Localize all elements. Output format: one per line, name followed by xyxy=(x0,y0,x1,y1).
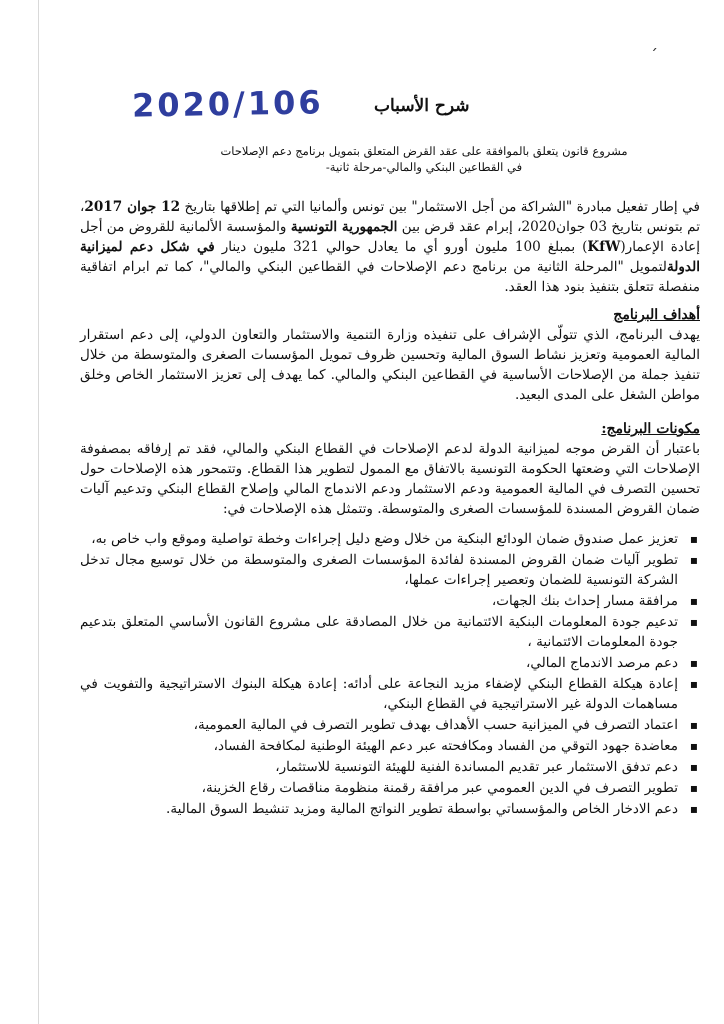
intro-text: والمؤسسة الألمانية للقروض من أجل إعادة الإعمار( xyxy=(80,219,700,255)
reforms-list xyxy=(80,529,700,819)
intro-lender: KfW xyxy=(587,239,621,255)
objectives-paragraph: يهدف البرنامج، الذي تتولّى الإشراف على تنفيذه وزارة التنمية والاستثمار والتعاون الدولي، إلى دعم استقرار المالية العمومية وتعزيز نشاط السوق المالية وتحسين ظروف تمويل المؤسسات الصغرى والمتوسطة من خلال تنفيذ جملة من الإصلاحات الأساسية في القطاعين البنكي والمالي. كما يهدف إلى تعزيز الاستثمار الخاص وخلق مواطن الشغل على المدى البعيد. xyxy=(80,327,700,403)
list-item: ▪ دعم تدفق الاستثمار عبر تقديم المساندة الفنية للهيئة التونسية للاستثمار، xyxy=(80,757,678,777)
page-title: شرح الأسباب xyxy=(374,96,470,116)
intro-text: ) بمبلغ 100 مليون أورو أي ما يعادل حوالي 321 مليون دينار xyxy=(214,239,588,255)
subtitle-line: في القطاعين البنكي والمالي-مرحلة ثانية- xyxy=(325,160,523,174)
list-item: ▪ إعادة هيكلة القطاع البنكي لإضفاء مزيد النجاعة على أدائه: إعادة هيكلة البنوك الاستراتيجية والتفويت في مساهمات الدولة غير الاستراتيجية في القطاع البنكي، xyxy=(80,674,678,714)
scan-edge-line xyxy=(38,0,39,1024)
intro-text: في إطار تفعيل مبادرة "الشراكة من أجل الاستثمار" بين تونس وألمانيا التي تم إطلاقها بتاريخ xyxy=(180,199,700,215)
list-item: ▪ معاضدة جهود التوقي من الفساد ومكافحته عبر دعم الهيئة الوطنية لمكافحة الفساد، xyxy=(80,736,678,756)
list-item: ▪ تعزيز عمل صندوق ضمان الودائع البنكية من خلال وضع دليل إجراءات وخطة تواصلية وموقع واب خاص به، xyxy=(80,529,678,549)
list-item: ▪ اعتماد التصرف في الميزانية حسب الأهداف بهدف تطوير التصرف في المالية العمومية، xyxy=(80,715,678,735)
intro-text: ، تم بتونس بتاريخ 03 جوان2020، إبرام عقد قرض بين xyxy=(80,199,700,235)
reference-stamp: 2020/106 xyxy=(131,83,324,125)
components-paragraph: باعتبار أن القرض موجه لميزانية الدولة لدعم الإصلاحات في القطاع البنكي والمالي، فقد تم إرفاقه بمصفوفة الإصلاحات التي وضعتها الحكومة التونسية بالاتفاق مع الممول لتطوير هذا القطاع. وتتمحور هذه الإصلاحات حول تحسين التصرف في المالية العمومية ودعم الاستثمار ودعم الاندماج المالي وإصلاح القطاع البنكي وتدعيم آليات ضمان القروض المسندة للمؤسسات الصغرى والمتوسطة. وتتمثل هذه الإصلاحات في: xyxy=(80,441,700,517)
intro-paragraph xyxy=(80,197,700,297)
intro-party: الجمهورية التونسية xyxy=(290,219,398,235)
document-body xyxy=(80,197,700,820)
document-subtitle xyxy=(174,143,674,175)
objectives-title: أهداف البرنامج xyxy=(613,307,700,323)
list-item: ▪ دعم مرصد الاندماج المالي، xyxy=(80,653,678,673)
components-title: مكونات البرنامج: xyxy=(601,421,700,437)
list-item: ▪ تطوير آليات ضمان القروض المسندة لفائدة المؤسسات الصغرى والمتوسطة من خلال توسيع مجال تدخل الشركة التونسية للضمان وتعصير إجراءات عملها، xyxy=(80,550,678,590)
intro-budget-support: في شكل دعم لميزانية الدولة xyxy=(80,239,700,275)
document-page xyxy=(44,0,724,1024)
list-item: ▪ تدعيم جودة المعلومات البنكية الائتمانية من خلال المصادقة على مشروع القانون الأساسي المتعلق بتدعيم جودة المعلومات الائتمانية ، xyxy=(80,612,678,652)
list-item: ▪ تطوير التصرف في الدين العمومي عبر مرافقة رقمنة منظومة مناقصات رقاع الخزينة، xyxy=(80,778,678,798)
subtitle-line: مشروع قانون يتعلق بالموافقة على عقد القرض المتعلق بتمويل برنامج دعم الإصلاحات xyxy=(220,144,628,158)
list-item: ▪ دعم الادخار الخاص والمؤسساتي بواسطة تطوير النواتج المالية ومزيد تنشيط السوق المالية. xyxy=(80,799,678,819)
list-item: ▪ مرافقة مسار إحداث بنك الجهات، xyxy=(80,591,678,611)
intro-text: لتمويل "المرحلة الثانية من برنامج دعم الإصلاحات في القطاعين البنكي والمالي"، كما تم ابرام اتفاقية منفصلة تتعلق بتنفيذ بنود هذا العقد. xyxy=(80,259,700,295)
corner-mark: ׳ xyxy=(651,42,658,61)
intro-date: 12 جوان 2017 xyxy=(84,199,181,215)
